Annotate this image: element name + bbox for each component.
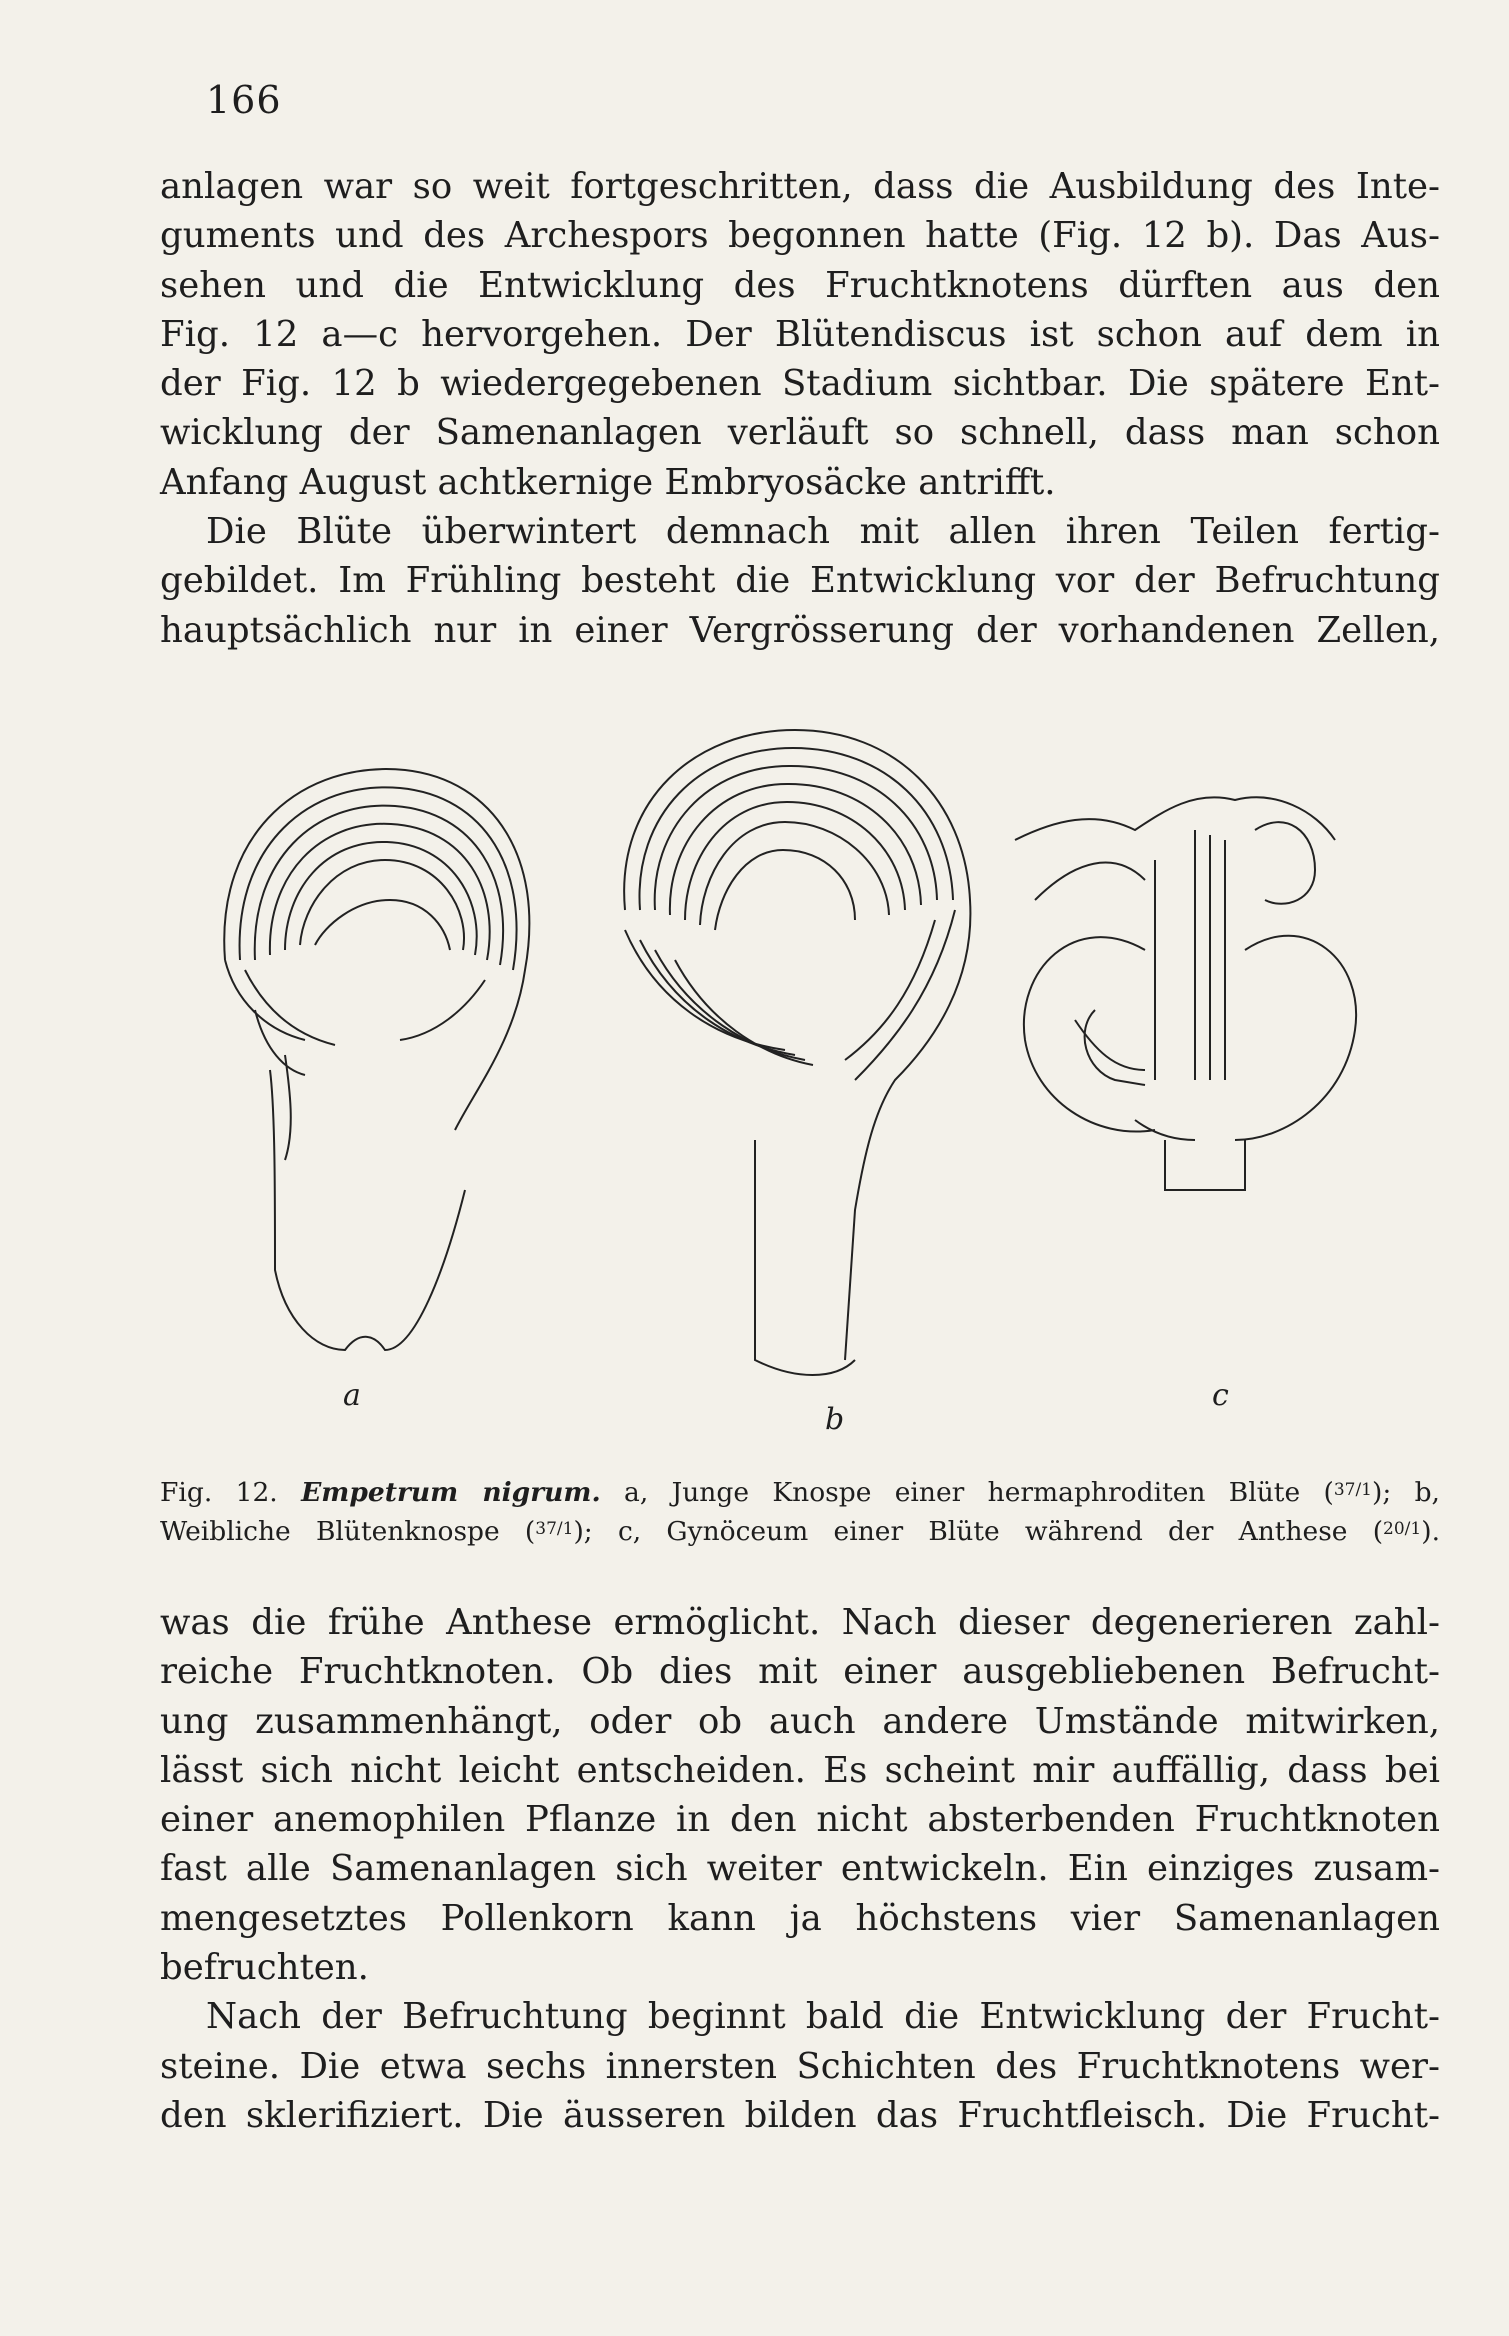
caption-text: ); c, Gynöceum einer Blüte während der Anthese ( <box>573 1516 1384 1547</box>
text-line: mengesetztes Pollenkorn kann ja höchstens vier Samenanlagen <box>160 1897 1440 1939</box>
page-number: 166 <box>206 78 282 122</box>
caption-prefix: Fig. 12. <box>160 1477 278 1508</box>
caption-text: ). <box>1421 1516 1440 1547</box>
caption-magnification: 20/1 <box>1383 1519 1422 1539</box>
figure-label-a: a <box>343 1378 361 1413</box>
figure-caption <box>160 1472 1440 1550</box>
caption-text: a, Junge Knospe einer hermaphroditen Blüte ( <box>624 1477 1334 1508</box>
caption-magnification: 37/1 <box>1333 1480 1372 1500</box>
paragraph-bottom <box>160 1598 1440 2140</box>
caption-line-2 <box>160 1511 1440 1550</box>
figure-label-b: b <box>825 1402 845 1437</box>
text-line: fast alle Samenanlagen sich weiter entwickeln. Ein einziges zusam- <box>160 1848 1440 1890</box>
text-line: anlagen war so weit fortgeschritten, dass die Ausbildung des Inte- <box>160 166 1440 207</box>
figure-12 <box>195 710 1435 1460</box>
text-line: der Fig. 12 b wiedergegebenen Stadium sichtbar. Die spätere Ent- <box>160 363 1440 405</box>
text-line: ung zusammenhängt, oder ob auch andere Umstände mitwirken, <box>160 1700 1440 1742</box>
text-line: Die Blüte überwintert demnach mit allen ihren Teilen fertig- <box>206 511 1440 553</box>
caption-magnification: 37/1 <box>535 1519 574 1539</box>
text-line: was die frühe Anthese ermöglicht. Nach dieser degenerieren zahl- <box>160 1602 1440 1643</box>
text-line: sehen und die Entwicklung des Fruchtknotens dürften aus den <box>160 264 1440 306</box>
panel-b-drawing <box>624 730 970 1375</box>
text-line: Nach der Befruchtung beginnt bald die Entwicklung der Frucht- <box>206 1996 1440 2038</box>
text-line: Anfang August achtkernige Embryosäcke antrifft. <box>160 461 1056 503</box>
text-line: den sklerifiziert. Die äusseren bilden das Fruchtfleisch. Die Frucht- <box>160 2094 1440 2136</box>
text-line: lässt sich nicht leicht entscheiden. Es scheint mir auffällig, dass bei <box>160 1749 1440 1791</box>
text-line: wicklung der Samenanlagen verläuft so schnell, dass man schon <box>160 412 1440 454</box>
panel-c-drawing <box>1015 797 1356 1190</box>
text-line: einer anemophilen Pflanze in den nicht absterbenden Fruchtknoten <box>160 1799 1440 1841</box>
figure-drawing <box>195 710 1435 1460</box>
text-line: reiche Fruchtknoten. Ob dies mit einer ausgebliebenen Befrucht- <box>160 1651 1440 1693</box>
text-line: hauptsächlich nur in einer Vergrösserung der vorhandenen Zellen, <box>160 609 1440 651</box>
panel-a-drawing <box>224 769 529 1350</box>
text-line: befruchten. <box>160 1947 369 1989</box>
text-line: gebildet. Im Frühling besteht die Entwicklung vor der Befruchtung <box>160 560 1440 602</box>
caption-line-1 <box>160 1472 1440 1511</box>
paragraph-top <box>160 162 1440 655</box>
text-line: steine. Die etwa sechs innersten Schichten des Fruchtknotens wer- <box>160 2045 1440 2087</box>
caption-text: ); b, <box>1372 1477 1440 1508</box>
caption-text: Weibliche Blütenknospe ( <box>160 1516 536 1547</box>
figure-label-c: c <box>1212 1378 1229 1413</box>
text-line: Fig. 12 a—c hervorgehen. Der Blütendiscus ist schon auf dem in <box>160 313 1440 355</box>
caption-species: Empetrum nigrum. <box>301 1477 601 1508</box>
text-line: guments und des Archespors begonnen hatte (Fig. 12 b). Das Aus- <box>160 215 1440 257</box>
